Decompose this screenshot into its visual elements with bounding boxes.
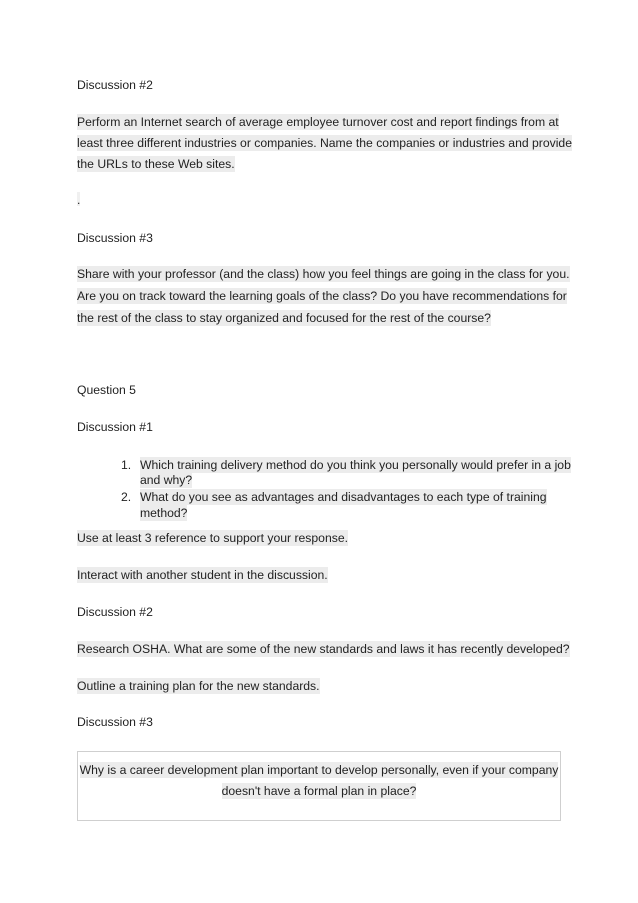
- q5-discussion-3-heading: Discussion #3: [77, 715, 153, 729]
- q5-discussion-1-interact: Interact with another student in the discussion.: [77, 568, 328, 582]
- prompt-box-line-1: Why is a career development plan important to develop personally, even if your company: [79, 763, 559, 777]
- list-item-2-number: 2.: [121, 490, 132, 504]
- q5-discussion-1-reference: Use at least 3 reference to support your response.: [77, 531, 348, 545]
- discussion-3-body-line-3: the rest of the class to stay organized and focused for the rest of the course?: [77, 311, 491, 325]
- list-item-1-line-2: and why?: [140, 473, 193, 487]
- list-item-1-line-1: Which training delivery method do you think you personally would prefer in a job: [140, 458, 571, 472]
- list-item-2-line-2: method?: [140, 506, 188, 520]
- discussion-3-body-line-2: Are you on track toward the learning goals of the class? Do you have recommendations for: [77, 289, 567, 303]
- discussion-2-body-line-3: the URLs to these Web sites.: [77, 157, 235, 171]
- discussion-3-body-line-1: Share with your professor (and the class) how you feel things are going in the class for you.: [77, 267, 570, 281]
- question-5-heading: Question 5: [77, 383, 136, 397]
- prompt-box-line-2: doesn't have a formal plan in place?: [221, 784, 417, 798]
- discussion-3-heading: Discussion #3: [77, 231, 153, 245]
- list-item-1-number: 1.: [121, 458, 132, 472]
- stray-dot: .: [77, 193, 81, 207]
- q5-discussion-2-outline: Outline a training plan for the new standards.: [77, 679, 320, 693]
- q5-discussion-1-heading: Discussion #1: [77, 420, 153, 434]
- discussion-2-body-line-1: Perform an Internet search of average employee turnover cost and report findings from at: [77, 115, 559, 129]
- q5-discussion-2-heading: Discussion #2: [77, 605, 153, 619]
- discussion-2-body-line-2: least three different industries or companies. Name the companies or industries and provide: [77, 136, 572, 150]
- q5-discussion-2-body: Research OSHA. What are some of the new standards and laws it has recently developed?: [77, 642, 570, 656]
- discussion-2-heading: Discussion #2: [77, 78, 153, 92]
- list-item-2-line-1: What do you see as advantages and disadvantages to each type of training: [140, 490, 547, 504]
- q5-discussion-3-prompt-box: [77, 751, 561, 821]
